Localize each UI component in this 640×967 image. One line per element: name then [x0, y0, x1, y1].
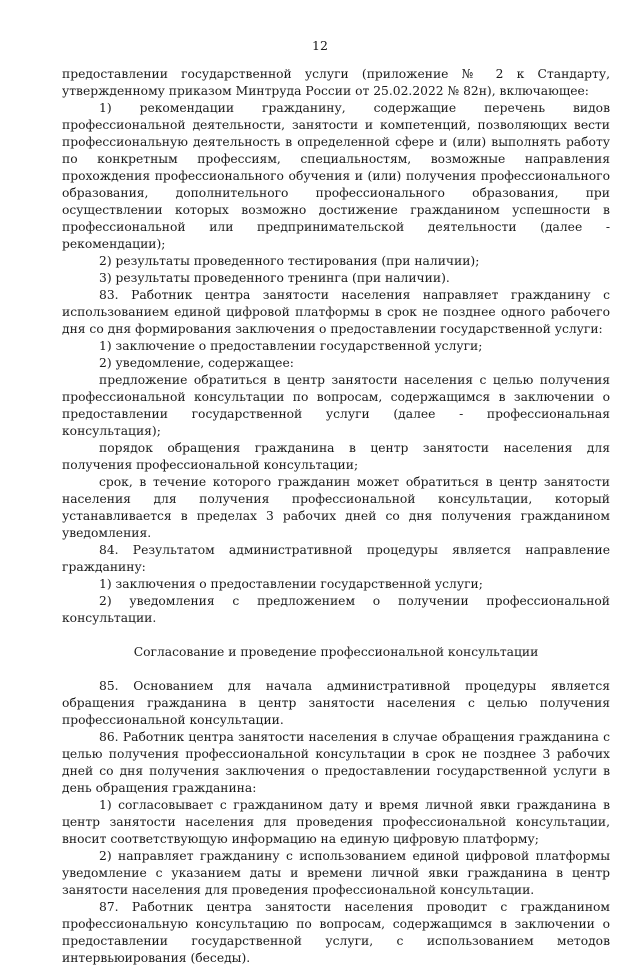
paragraph-training-results: 3) результаты проведенного тренинга (при наличии). [99, 271, 450, 285]
paragraph-84: 84. Результатом административной процедуры является направление гражданину: [62, 543, 610, 574]
paragraph-procedure: порядок обращения гражданина в центр занятости населения для получения профессиональной консультации; [62, 441, 610, 472]
section-heading: Согласование и проведение профессиональной консультации [133, 645, 539, 659]
paragraph-86-item-1: 1) согласовывает с гражданином дату и время личной явки гражданина в центр занятости населения для проведения профессиональной консультации, вносит соответствующую информацию на единую цифровую платформу; [62, 798, 610, 846]
paragraph-85: 85. Основанием для начала административной процедуры является обращения гражданина в центр занятости населения с целью получения профессиональной консультации. [62, 679, 610, 727]
paragraph-continuation: предоставлении государственной услуги (приложение № 2 к Стандарту, утвержденному приказом Минтруда России от 25.02.2022 № 82н), включающее: [62, 67, 610, 98]
paragraph-84-item-2: 2) уведомления с предложением о получении профессиональной консультации. [62, 594, 610, 625]
paragraph-86-item-2: 2) направляет гражданину с использованием единой цифровой платформы уведомление с указанием даты и времени личной явки гражданина в центр занятости населения для проведения профессиональной консультации. [62, 849, 610, 897]
paragraph-86: 86. Работник центра занятости населения в случае обращения гражданина с целью получения профессиональной консультации в срок не позднее 3 рабочих дней со дня получения заключения о предоставлении государственной услуги в день обращения гражданина: [62, 730, 610, 795]
paragraph-deadline: срок, в течение которого гражданин может обратиться в центр занятости населения для получения профессиональной консультации, который устанавливается в пределах 3 рабочих дней со дня получения гражданином уведомления. [62, 475, 610, 540]
paragraph-83-item-2: 2) уведомление, содержащее: [99, 356, 294, 370]
page-number: 12 [312, 38, 328, 53]
paragraph-87: 87. Работник центра занятости населения проводит с гражданином профессиональную консультацию по вопросам, содержащимся в заключении о предоставлении государственной услуги, с использованием методов интервьюирования (беседы). [62, 900, 610, 965]
paragraph-recommendations: 1) рекомендации гражданину, содержащие перечень видов профессиональной деятельности, занятости и компетенций, позволяющих вести профессиональную деятельность в определенной сфере и (или) выполнять работу по конкретным профессиям, специальностям, возможные направления прохождения профессионального обучения и (или) получения профессионального образования, дополнительного профессионального образования, при осуществлении которых возможно достижение гражданином успешности в профессиональной или предпринимательской деятельности (далее - рекомендации); [62, 101, 610, 251]
paragraph-testing-results: 2) результаты проведенного тестирования (при наличии); [99, 254, 480, 268]
paragraph-offer: предложение обратиться в центр занятости населения с целью получения профессиональной консультации по вопросам, содержащимся в заключении о предоставлении государственной услуги (далее - профессиональная консультация); [62, 373, 610, 438]
document-body [62, 66, 610, 967]
paragraph-83: 83. Работник центра занятости населения направляет гражданину с использованием единой цифровой платформы в срок не позднее одного рабочего дня со дня формирования заключения о предоставлении государственной услуги: [62, 288, 610, 336]
paragraph-83-item-1: 1) заключение о предоставлении государственной услуги; [99, 339, 483, 353]
paragraph-84-item-1: 1) заключения о предоставлении государственной услуги; [99, 577, 483, 591]
